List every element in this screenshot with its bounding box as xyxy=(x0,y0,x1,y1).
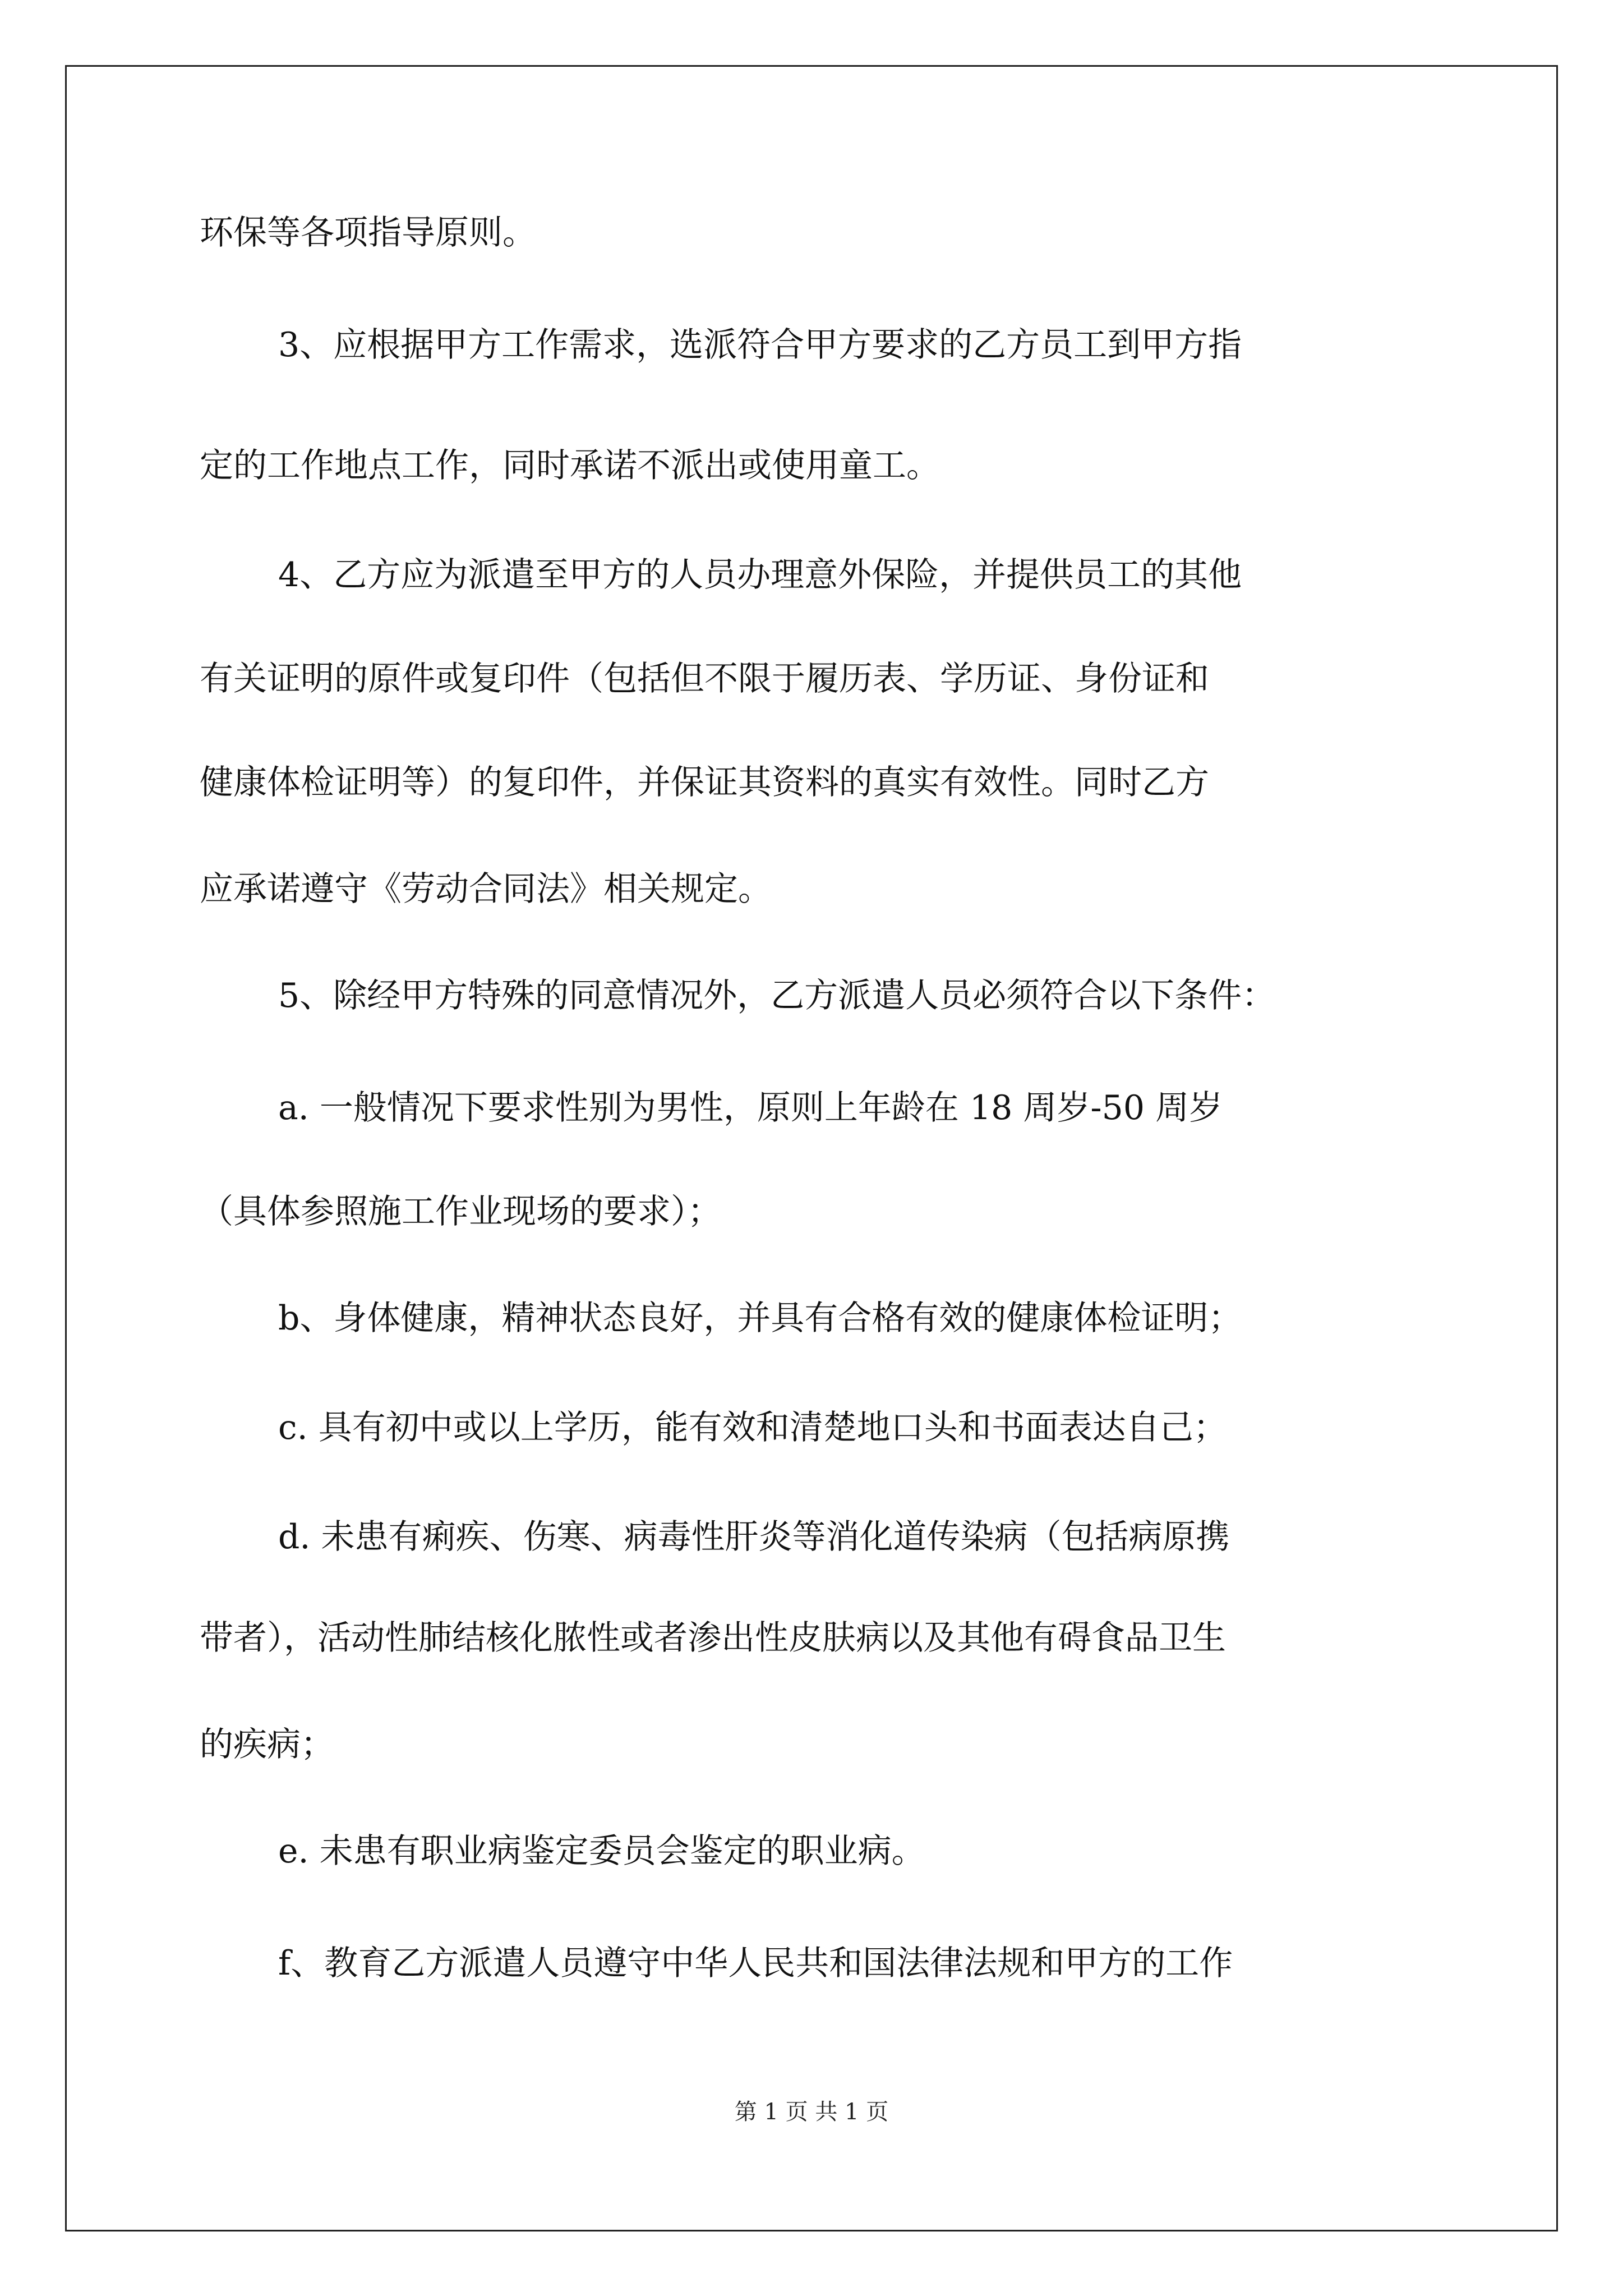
page-border xyxy=(65,65,1558,2231)
text-line: 应承诺遵守《劳动合同法》相关规定。 xyxy=(200,869,772,909)
text-line: 4、乙方应为派遣至甲方的人员办理意外保险，并提供员工的其他 xyxy=(278,555,1242,595)
text-line: 环保等各项指导原则。 xyxy=(200,213,536,252)
text-line: （具体参照施工作业现场的要求）； xyxy=(200,1192,721,1231)
text-line: 3、应根据甲方工作需求，选派符合甲方要求的乙方员工到甲方指 xyxy=(278,325,1242,365)
text-line: d. 未患有痢疾、伤寒、病毒性肝炎等消化道传染病（包括病原携 xyxy=(278,1517,1230,1557)
text-line: 定的工作地点工作，同时承诺不派出或使用童工。 xyxy=(200,446,940,485)
text-line: 带者），活动性肺结核化脓性或者渗出性皮肤病以及其他有碍食品卫生 xyxy=(200,1618,1226,1658)
page-number-footer: 第 1 页 共 1 页 xyxy=(734,2099,889,2125)
text-line: e. 未患有职业病鉴定委员会鉴定的职业病。 xyxy=(278,1832,925,1871)
text-line: 健康体检证明等）的复印件，并保证其资料的真实有效性。同时乙方 xyxy=(200,763,1209,802)
text-line: 5、除经甲方特殊的同意情况外，乙方派遣人员必须符合以下条件： xyxy=(278,976,1276,1015)
text-line: b、身体健康，精神状态良好，并具有合格有效的健康体检证明； xyxy=(278,1299,1242,1338)
text-line: 有关证明的原件或复印件（包括但不限于履历表、学历证、身份证和 xyxy=(200,659,1209,698)
text-line: 的疾病； xyxy=(200,1725,334,1764)
text-line: a. 一般情况下要求性别为男性，原则上年龄在 18 周岁-50 周岁 xyxy=(278,1088,1223,1128)
text-line: f、教育乙方派遣人员遵守中华人民共和国法律法规和甲方的工作 xyxy=(278,1944,1233,1983)
text-line: c. 具有初中或以上学历，能有效和清楚地口头和书面表达自己； xyxy=(278,1408,1227,1447)
